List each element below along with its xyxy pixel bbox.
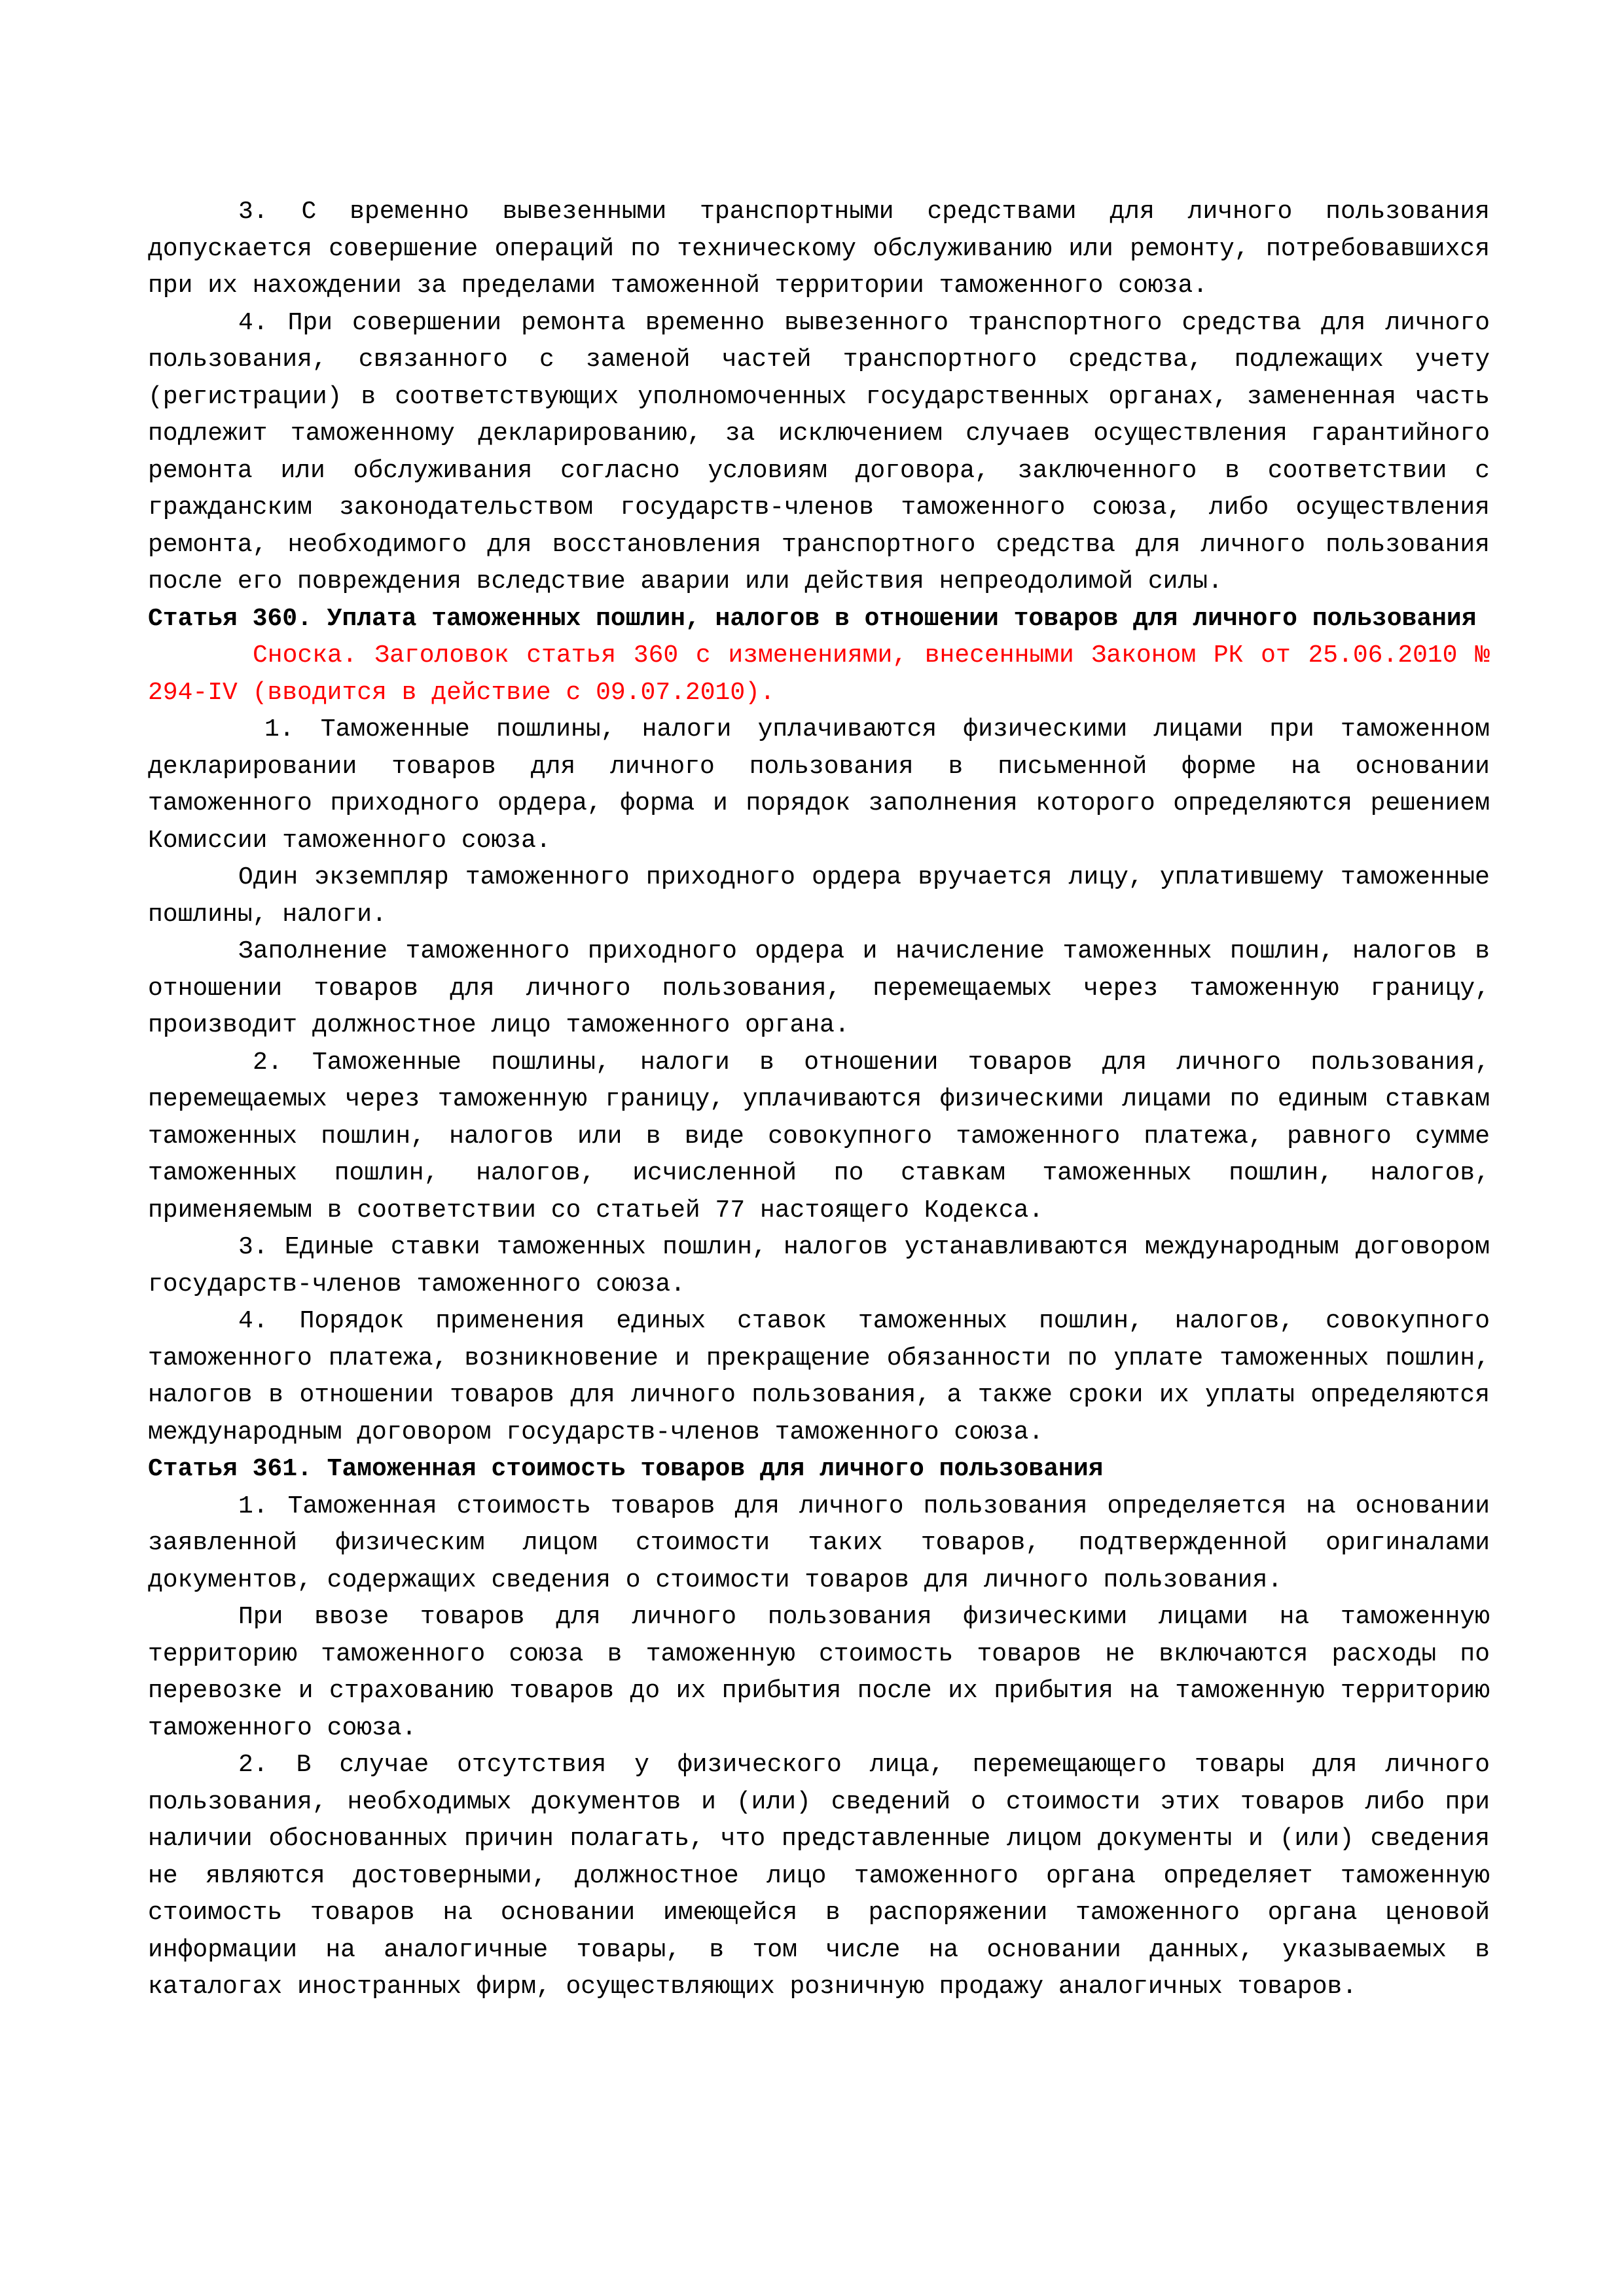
paragraph-art361-item1-import: При ввозе товаров для личного пользования физическими лицами на таможенную территорию таможенного союза в таможенную стоимость товаров не включаются расходы по перевозке и страхованию товаров до их прибытия после их прибытия на таможенную территорию таможенного союза. — [148, 1603, 1490, 1742]
paragraph-art360-item2: 2. Таможенные пошлины, налоги в отношении товаров для личного пользования, перемещаемых через таможенную границу, уплачиваются физическими лицами по единым ставкам таможенных пошлин, налогов или в виде совокупного таможенного платежа, равного сумме таможенных пошлин, налогов, исчисленной по ставкам таможенных пошлин, налогов, применяемым в соответствии со статьей 77 настоящего Кодекса. — [148, 1048, 1490, 1225]
paragraph-art360-item1-fill: Заполнение таможенного приходного ордера и начисление таможенных пошлин, налогов в отношении товаров для личного пользования, перемещаемых через таможенную границу, производит должностное лицо таможенного органа. — [148, 937, 1490, 1039]
footnote-art360: Сноска. Заголовок статья 360 с изменениями, внесенными Законом РК от 25.06.2010 № 294-IV (вводится в действие с 09.07.2010). — [148, 641, 1490, 707]
paragraph-art361-item2: 2. В случае отсутствия у физического лица, перемещающего товары для личного пользования, необходимых документов и (или) сведений о стоимости этих товаров либо при наличии обоснованных причин полагать, что представленные лицом документы и (или) сведения не являются достоверными, должностное лицо таможенного органа определяет таможенную стоимость товаров на основании имеющейся в распоряжении таможенного органа ценовой информации на аналогичные товары, в том числе на основании данных, указываемых в каталогах иностранных фирм, осуществляющих розничную продажу аналогичных товаров. — [148, 1751, 1490, 2001]
paragraph-art361-item1: 1. Таможенная стоимость товаров для личного пользования определяется на основании заявленной физическим лицом стоимости таких товаров, подтвержденной оригиналами документов, содержащих сведения о стоимости товаров для личного пользования. — [148, 1492, 1490, 1594]
paragraph-art360-item3: 3. Единые ставки таможенных пошлин, налогов устанавливаются международным договором государств-членов таможенного союза. — [148, 1233, 1490, 1299]
paragraph-art360-item1: 1. Таможенные пошлины, налоги уплачиваются физическими лицами при таможенном декларировании товаров для личного пользования в письменной форме на основании таможенного приходного ордера, форма и порядок заполнения которого определяются решением Комиссии таможенного союза. — [148, 715, 1490, 855]
paragraph-art360-item1-copy: Один экземпляр таможенного приходного ордера вручается лицу, уплатившему таможенные пошлины, налоги. — [148, 863, 1490, 929]
article-361-heading: Статья 361. Таможенная стоимость товаров для личного пользования — [148, 1455, 1104, 1483]
article-360-heading: Статья 360. Уплата таможенных пошлин, налогов в отношении товаров для личного пользования — [148, 604, 1477, 633]
paragraph-art359-item4: 4. При совершении ремонта временно вывезенного транспортного средства для личного пользования, связанного с заменой частей транспортного средства, подлежащих учету (регистрации) в соответствующих уполномоченных государственных органах, замененная часть подлежит таможенному декларированию, за исключением случаев осуществления гарантийного ремонта или обслуживания согласно условиям договора, заключенного в соответствии с гражданским законодательством государств-членов таможенного союза, либо осуществления ремонта, необходимого для восстановления транспортного средства для личного пользования после его повреждения вследствие аварии или действия непреодолимой силы. — [148, 308, 1490, 596]
paragraph-art360-item4: 4. Порядок применения единых ставок таможенных пошлин, налогов, совокупного таможенного платежа, возникновение и прекращение обязанности по уплате таможенных пошлин, налогов в отношении товаров для личного пользования, а также сроки их уплаты определяются международным договором государств-членов таможенного союза. — [148, 1307, 1490, 1446]
paragraph-art359-item3: 3. С временно вывезенными транспортными средствами для личного пользования допускается совершение операций по техническому обслуживанию или ремонту, потребовавшихся при их нахождении за пределами таможенной территории таможенного союза. — [148, 198, 1490, 300]
document-page — [148, 194, 1490, 2006]
